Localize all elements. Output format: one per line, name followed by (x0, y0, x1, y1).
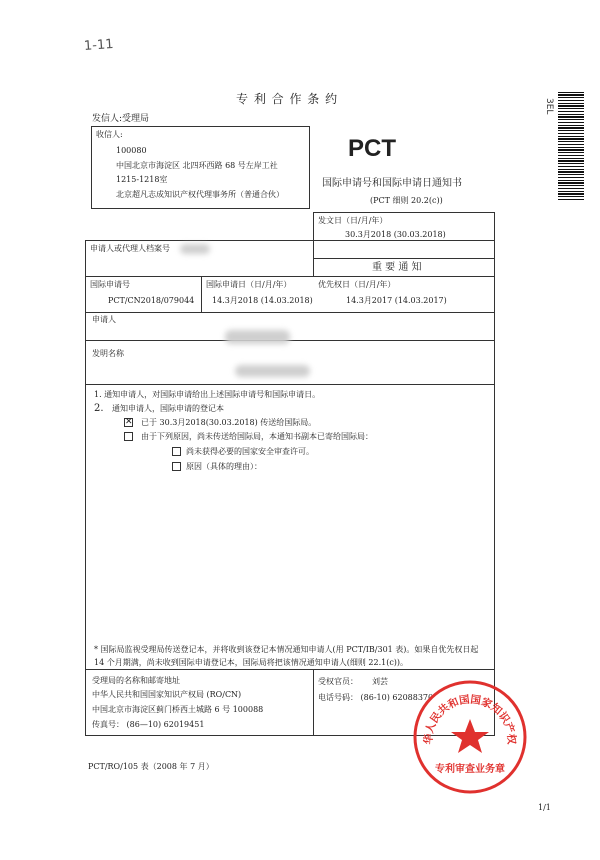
checkbox-security-clearance[interactable] (172, 447, 181, 456)
official-seal (412, 679, 528, 795)
item-1: 1. 通知申请人，对国际申请给出上述国际申请号和国际申请日。 (94, 390, 321, 399)
recipient-firm: 北京超凡志成知识产权代理事务所（普通合伙） (116, 190, 284, 199)
barcode-bars (558, 92, 584, 202)
check-not-transmitted-text: 由于下列原因，尚未传送给国际局，本通知书副本已寄给国际局： (141, 432, 373, 441)
intl-filing-date-value: 14.3月2018 (14.03.2018) (212, 296, 313, 305)
mailing-date-label: 发文日（日/月/年） (318, 216, 388, 225)
office-fax: 传真号： (86—10) 62019451 (92, 720, 205, 729)
redacted-invention (235, 365, 310, 377)
notice-title: 国际申请号和国际申请日通知书 (322, 178, 462, 189)
svg-text:中华人民共和国国家知识产权局: 华人民共和国国家知识产权 (422, 693, 518, 745)
check-security-clearance-text: 尚未获得必要的国家安全审查许可。 (186, 447, 314, 456)
check-transmitted-text: 已于 30.3月2018(30.03.2018) 传送给国际局。 (141, 418, 317, 427)
recipient-address-2: 1215-1218室 (116, 175, 168, 184)
item-2: 通知申请人，国际申请的登记本 (112, 404, 224, 413)
officer-name: 刘芸 (372, 677, 388, 686)
check-other-reason-text: 原因（具体的理由）： (186, 462, 262, 471)
footnote-line-2: 14 个月期满，尚未收到国际申请登记本，国际局将把该情况通知申请人(细则 22.1(c))。 (94, 658, 409, 667)
handwritten-note: 1-11 (83, 36, 115, 55)
barcode (543, 96, 557, 154)
intl-app-no-label: 国际申请号 (90, 280, 130, 289)
recipient-address: 中国北京市海淀区 北四环西路 68 号左岸工社 (116, 161, 278, 170)
office-address: 中国北京市海淀区蓟门桥西土城路 6 号 100088 (92, 705, 264, 714)
recipient-label: 收信人: (96, 130, 123, 139)
svg-text:专利审查业务章: 专利审查业务章 (435, 764, 505, 775)
invention-label: 发明名称 (92, 349, 124, 358)
page-number: 1/1 (538, 803, 551, 812)
mailing-date-value: 30.3月2018 (30.03.2018) (345, 230, 446, 239)
footnote-line-1: * 国际局监视受理局传送登记本，并将收到该登记本情况通知申请人(用 PCT/IB/301 表)。如果自优先权日起 (94, 645, 479, 654)
priority-date-value: 14.3月2017 (14.03.2017) (346, 296, 447, 305)
item-2-num: 2. (94, 403, 104, 414)
office-name: 中华人民共和国国家知识产权局 (RO/CN) (92, 690, 242, 699)
recipient-postcode: 100080 (116, 146, 147, 155)
applicant-label: 申请人 (92, 315, 116, 324)
rule-ref: (PCT 细则 20.2(c)) (370, 196, 443, 205)
redacted-file-ref (180, 244, 210, 254)
pct-logo: PCT (348, 135, 396, 162)
redacted-applicant (225, 330, 290, 344)
officer-phone: 电话号码： (86-10) 62088370 (318, 693, 434, 702)
checkbox-other-reason[interactable] (172, 462, 181, 471)
important-notice: 重 要 通 知 (372, 262, 422, 273)
intl-filing-date-label: 国际申请日（日/月/年） (206, 280, 292, 289)
checkbox-not-transmitted[interactable] (124, 432, 133, 441)
priority-date-label: 优先权日（日/月/年） (318, 280, 396, 289)
form-code: PCT/RO/105 表（2008 年 7 月） (88, 762, 214, 771)
checkbox-transmitted[interactable]: ✕ (125, 417, 133, 427)
intl-app-no-value: PCT/CN2018/079044 (108, 296, 195, 305)
doc-title: 专 利 合 作 条 约 (236, 92, 339, 106)
agent-file-ref-label: 申请人或代理人档案号 (90, 244, 170, 253)
office-label: 受理局的名称和邮寄地址 (92, 676, 180, 685)
sender-label: 发信人:受理局 (92, 114, 150, 124)
officer-label: 受权官员： (318, 677, 358, 686)
svg-text:3EL: 3EL (544, 98, 554, 115)
